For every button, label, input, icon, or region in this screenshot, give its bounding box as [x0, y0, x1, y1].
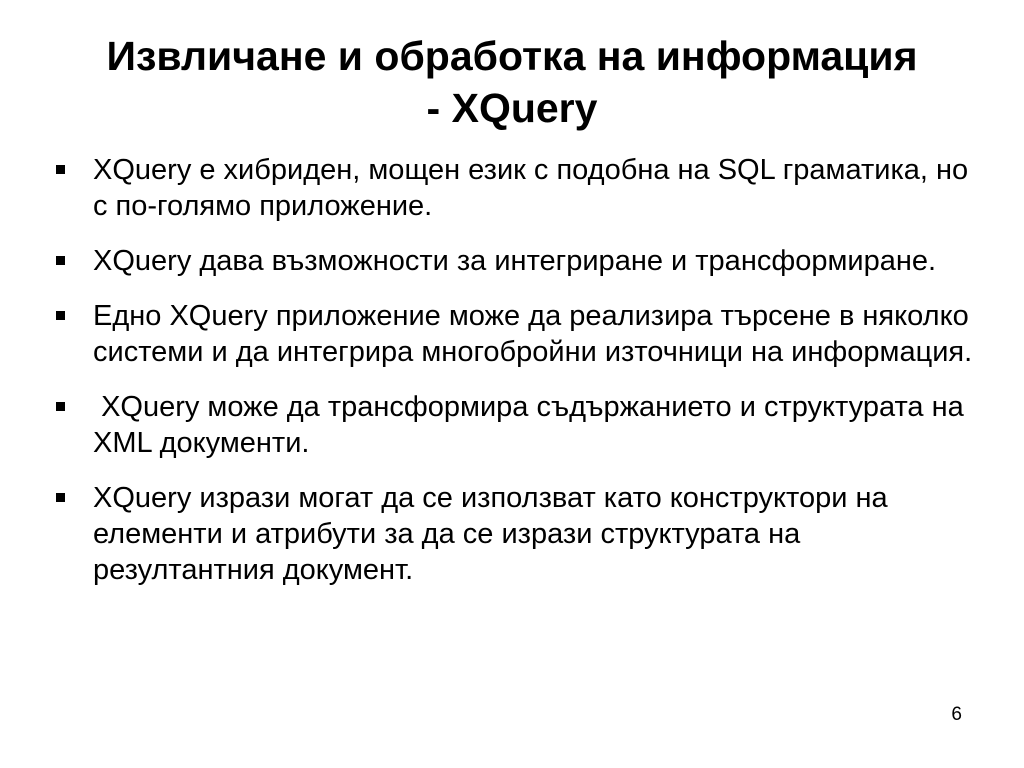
slide-title — [40, 30, 984, 134]
square-bullet-icon — [56, 311, 65, 320]
bullet-item — [56, 480, 986, 588]
bullet-list — [56, 152, 986, 607]
bullet-text: XQuery е хибриден, мощен език с подобна на SQL граматика, но с по-голямо приложение. — [93, 154, 969, 222]
bullet-item — [56, 243, 986, 279]
bullet-text: XQuery може да трансформира съдържанието и структурата на XML документи. — [93, 391, 972, 459]
square-bullet-icon — [56, 402, 65, 411]
slide-title-line-1: Извличане и обработка на информация — [106, 33, 918, 79]
page-number: 6 — [951, 704, 962, 725]
bullet-text: XQuery дава възможности за интегриране и трансформиране. — [93, 245, 937, 277]
bullet-item — [56, 298, 986, 370]
bullet-text: XQuery изрази могат да се използват като конструктори на елементи и атрибути за да се изрази структурата на резултантния документ. — [93, 482, 888, 586]
bullet-item — [56, 389, 986, 461]
bullet-text: Едно XQuery приложение може да реализира търсене в няколко системи и да интегрира многобройни източници на информация. — [93, 300, 973, 368]
slide-title-line-2: - XQuery — [426, 85, 598, 131]
square-bullet-icon — [56, 165, 65, 174]
square-bullet-icon — [56, 493, 65, 502]
bullet-item — [56, 152, 986, 224]
square-bullet-icon — [56, 256, 65, 265]
